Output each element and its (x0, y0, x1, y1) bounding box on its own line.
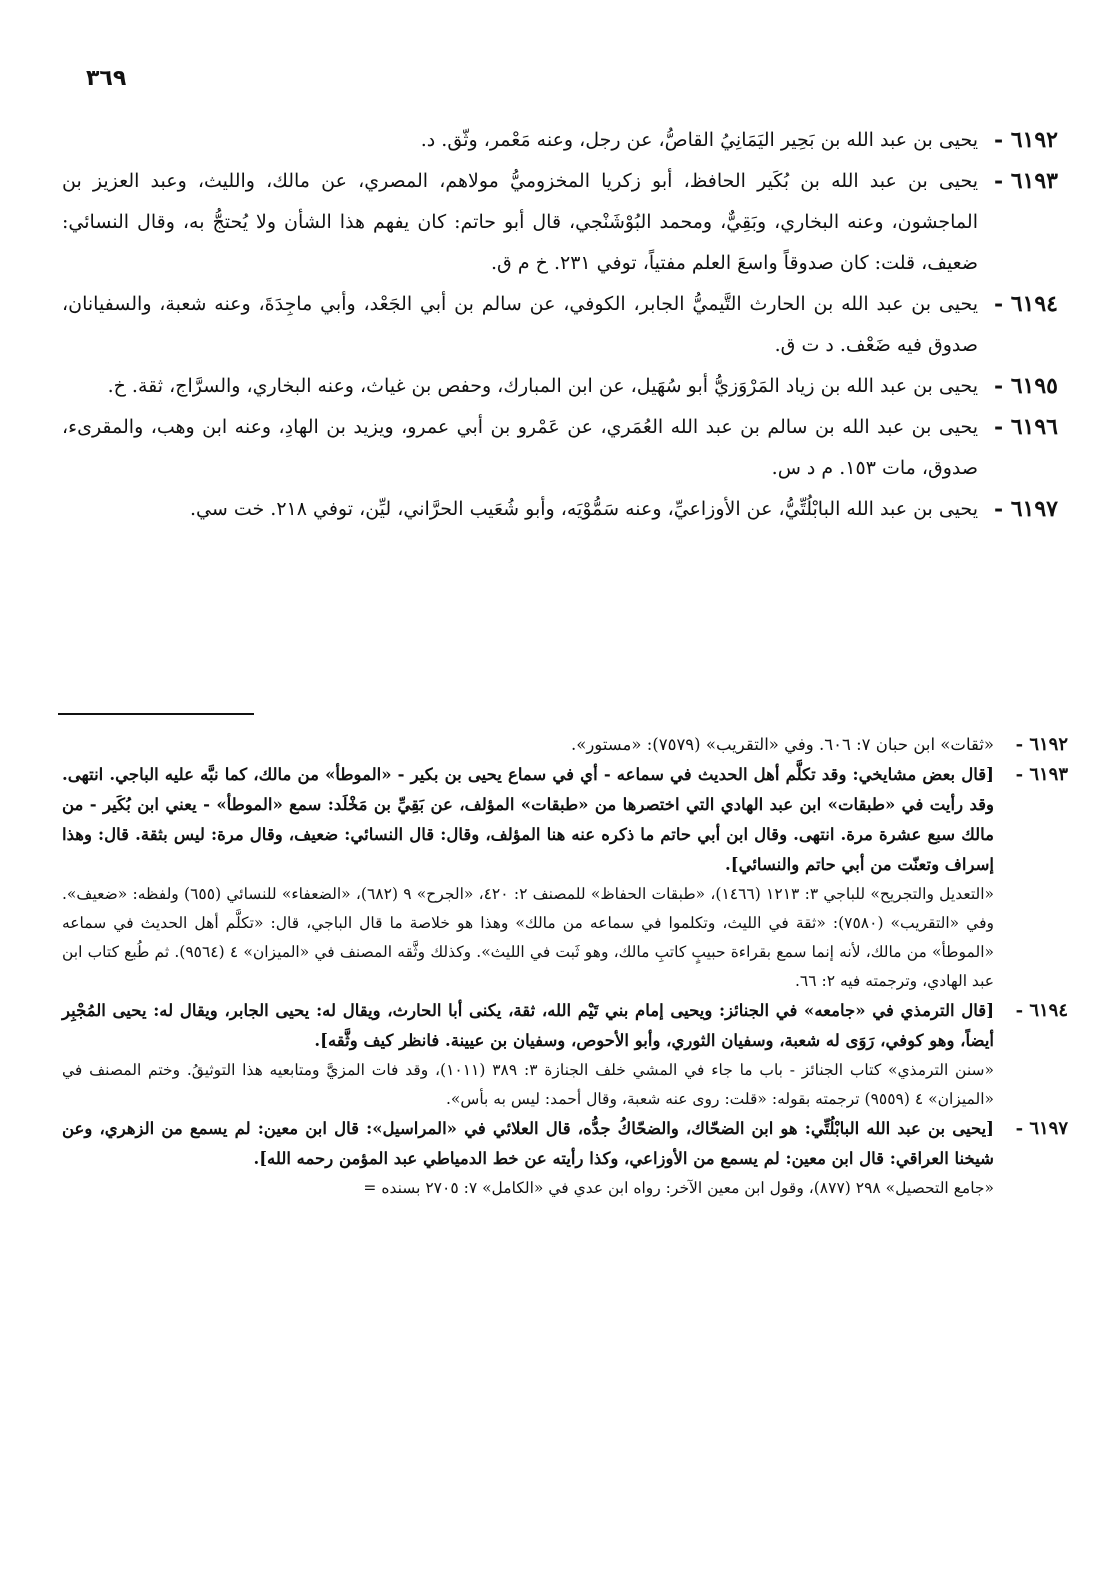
footnote-number: ٦١٩٧ - (1015, 1118, 1068, 1139)
entry-6192 (62, 120, 1058, 161)
footnote-6192 (62, 730, 1068, 760)
footnote-text: «ثقات» ابن حبان ٧: ٦٠٦. وفي «التقريب» (٧٥٧٩): «مستور». (571, 735, 994, 754)
page-number: ٣٦٩ (86, 66, 127, 91)
entry-text: يحيى بن عبد الله بن بُكَير الحافظ، أبو زكريا المخزوميُّ مولاهم، المصري، عن مالك، والليث، وعبد العزيز بن الماجشون، وعنه البخاري، وبَقِيٌّ، ومحمد البُوْشَنْجي، قال أبو حاتم: كان يفهم هذا الشأن ولا يُحتجُّ به، وقال النسائي: ضعيف، قلت: كان صدوقاً واسعَ العلم مفتياً، توفي ٢٣١. خ م ق. (62, 170, 978, 274)
entry-number: ٦١٩٣ - (993, 168, 1058, 194)
footnote-number: ٦١٩٣ - (1015, 764, 1068, 785)
footnote-number: ٦١٩٤ - (1015, 1000, 1068, 1021)
entry-6195 (62, 366, 1058, 407)
entry-text: يحيى بن عبد الله بن الحارث التَّيميُّ الجابر، الكوفي، عن سالم بن أبي الجَعْد، وأبي ماجِدَةَ، وعنه شعبة، والسفيانان، صدوق فيه ضَعْف. د ت ق. (62, 293, 978, 356)
entry-number: ٦١٩٧ - (993, 496, 1058, 522)
footnote-6194 (62, 996, 1068, 1114)
footnote-divider (58, 713, 254, 715)
entry-number: ٦١٩٢ - (993, 127, 1058, 153)
entry-text: يحيى بن عبد الله بن سالم بن عبد الله العُمَري، عن عَمْرو بن أبي عمرو، ويزيد بن الهادِ، وعنه ابن وهب، والمقرىء، صدوق، مات ١٥٣. م د س. (62, 416, 978, 479)
footnote-row (62, 996, 1068, 1056)
entry-text: يحيى بن عبد الله بن زياد المَرْوَزيُّ أبو سُهَيل، عن ابن المبارك، وحفص بن غياث، وعنه البخاري، والسرَّاج، ثقة. خ. (107, 375, 978, 397)
footnote-6193 (62, 760, 1068, 996)
entry-6196 (62, 407, 1058, 489)
footnote-row (62, 1114, 1068, 1174)
footnote-row (62, 730, 1068, 760)
footnotes (62, 730, 1068, 1203)
entry-6197 (62, 489, 1058, 530)
entry-text: يحيى بن عبد الله بن بَحِير اليَمَانِيُ القاصُّ، عن رجل، وعنه مَعْمر، وثّق. د. (420, 129, 978, 151)
entry-text: يحيى بن عبد الله البابْلُتِّيُّ، عن الأوزاعيِّ، وعنه سَمُّوْيَه، وأبو شُعَيب الحرَّاني، ليِّن، توفي ٢١٨. خت سي. (190, 498, 978, 520)
entry-6193 (62, 161, 1058, 284)
footnote-text: [قال الترمذي في «جامعه» في الجنائز: ويحيى إمام بني تَيْم الله، ثقة، يكنى أبا الحارث، ويقال له: يحيى الجابر، ويقال له: يحيى المُجْبِر أيضاً، وهو كوفي، رَوَى له شعبة، وسفيان الثوري، وأبو الأحوص، وسفيان بن عيينة. فانظر كيف وثَّقه]. (62, 1001, 994, 1050)
entry-number: ٦١٩٦ - (993, 414, 1058, 440)
footnote-6197 (62, 1114, 1068, 1203)
entry-number: ٦١٩٤ - (993, 291, 1058, 317)
entry-6194 (62, 284, 1058, 366)
footnote-references: «التعديل والتجريح» للباجي ٣: ١٢١٣ (١٤٦٦)، «طبقات الحفاظ» للمصنف ٢: ٤٢٠، «الجرح» ٩ (٦٨٢)، «الضعفاء» للنسائي (٦٥٥) ولفظه: «ضعيف». وفي «التقريب» (٧٥٨٠): «ثقة في الليث، وتكلموا في سماعه من مالك» وهذا هو خلاصة ما قال الباجي، قال: «تكلَّم أهل الحديث في سماعه «الموطأ» من مالك، لأنه إنما سمع بقراءة حبيبٍ كاتبِ مالك، وهو ثَبت في الليث». وكذلك وثَّقه المصنف في «الميزان» ٤ (٩٥٦٤). ثم طُبع كتاب ابن عبد الهادي، وترجمته فيه ٢: ٦٦. (62, 885, 995, 990)
footnote-number: ٦١٩٢ - (1015, 734, 1068, 755)
footnote-text: [يحيى بن عبد الله البابْلُتِّي: هو ابن الضحّاك، والضحّاكُ جدُّه، قال العلائي في «المراسيل»: قال ابن معين: لم يسمع من الزهري، وعن شيخنا العراقي: قال ابن معين: لم يسمع من الأوزاعي، وكذا رأيته عن خط الدمياطي عبد المؤمن رحمه الله]. (62, 1119, 994, 1168)
entry-number: ٦١٩٥ - (993, 373, 1058, 399)
main-text (62, 120, 1058, 530)
footnote-text: [قال بعض مشايخي: وقد تكلَّم أهل الحديث في سماعه - أي في سماع يحيى بن بكير - «الموطأ» من مالك، كما نبَّه عليه الباجي. انتهى. وقد رأيت في «طبقات» ابن عبد الهادي التي اختصرها من «طبقات» المؤلف، عن بَقِيِّ بن مَخْلَد: سمع «الموطأ» - يعني ابن بُكَير - من مالك سبع عشرة مرة. انتهى. وقال ابن أبي حاتم ما ذكره عنه هنا المؤلف، وقال: قال النسائي: ضعيف، وقال مرة: ليس بثقة. قال: وهذا إسراف وتعنّت من أبي حاتم والنسائي]. (62, 765, 994, 874)
footnote-row (62, 760, 1068, 880)
footnote-references: «جامع التحصيل» ٢٩٨ (٨٧٧)، وقول ابن معين الآخر: رواه ابن عدي في «الكامل» ٧: ٢٧٠٥ بسنده = (363, 1179, 994, 1197)
footnote-references: «سنن الترمذي» كتاب الجنائز - باب ما جاء في المشي خلف الجنازة ٣: ٣٨٩ (١٠١١)، وقد فات المزيَّ ومتابعيه هذا التوثيقُ. وختم المصنف في «الميزان» ٤ (٩٥٥٩) ترجمته بقوله: «قلت: روى عنه شعبة، وقال أحمد: ليس به بأس». (62, 1061, 994, 1108)
